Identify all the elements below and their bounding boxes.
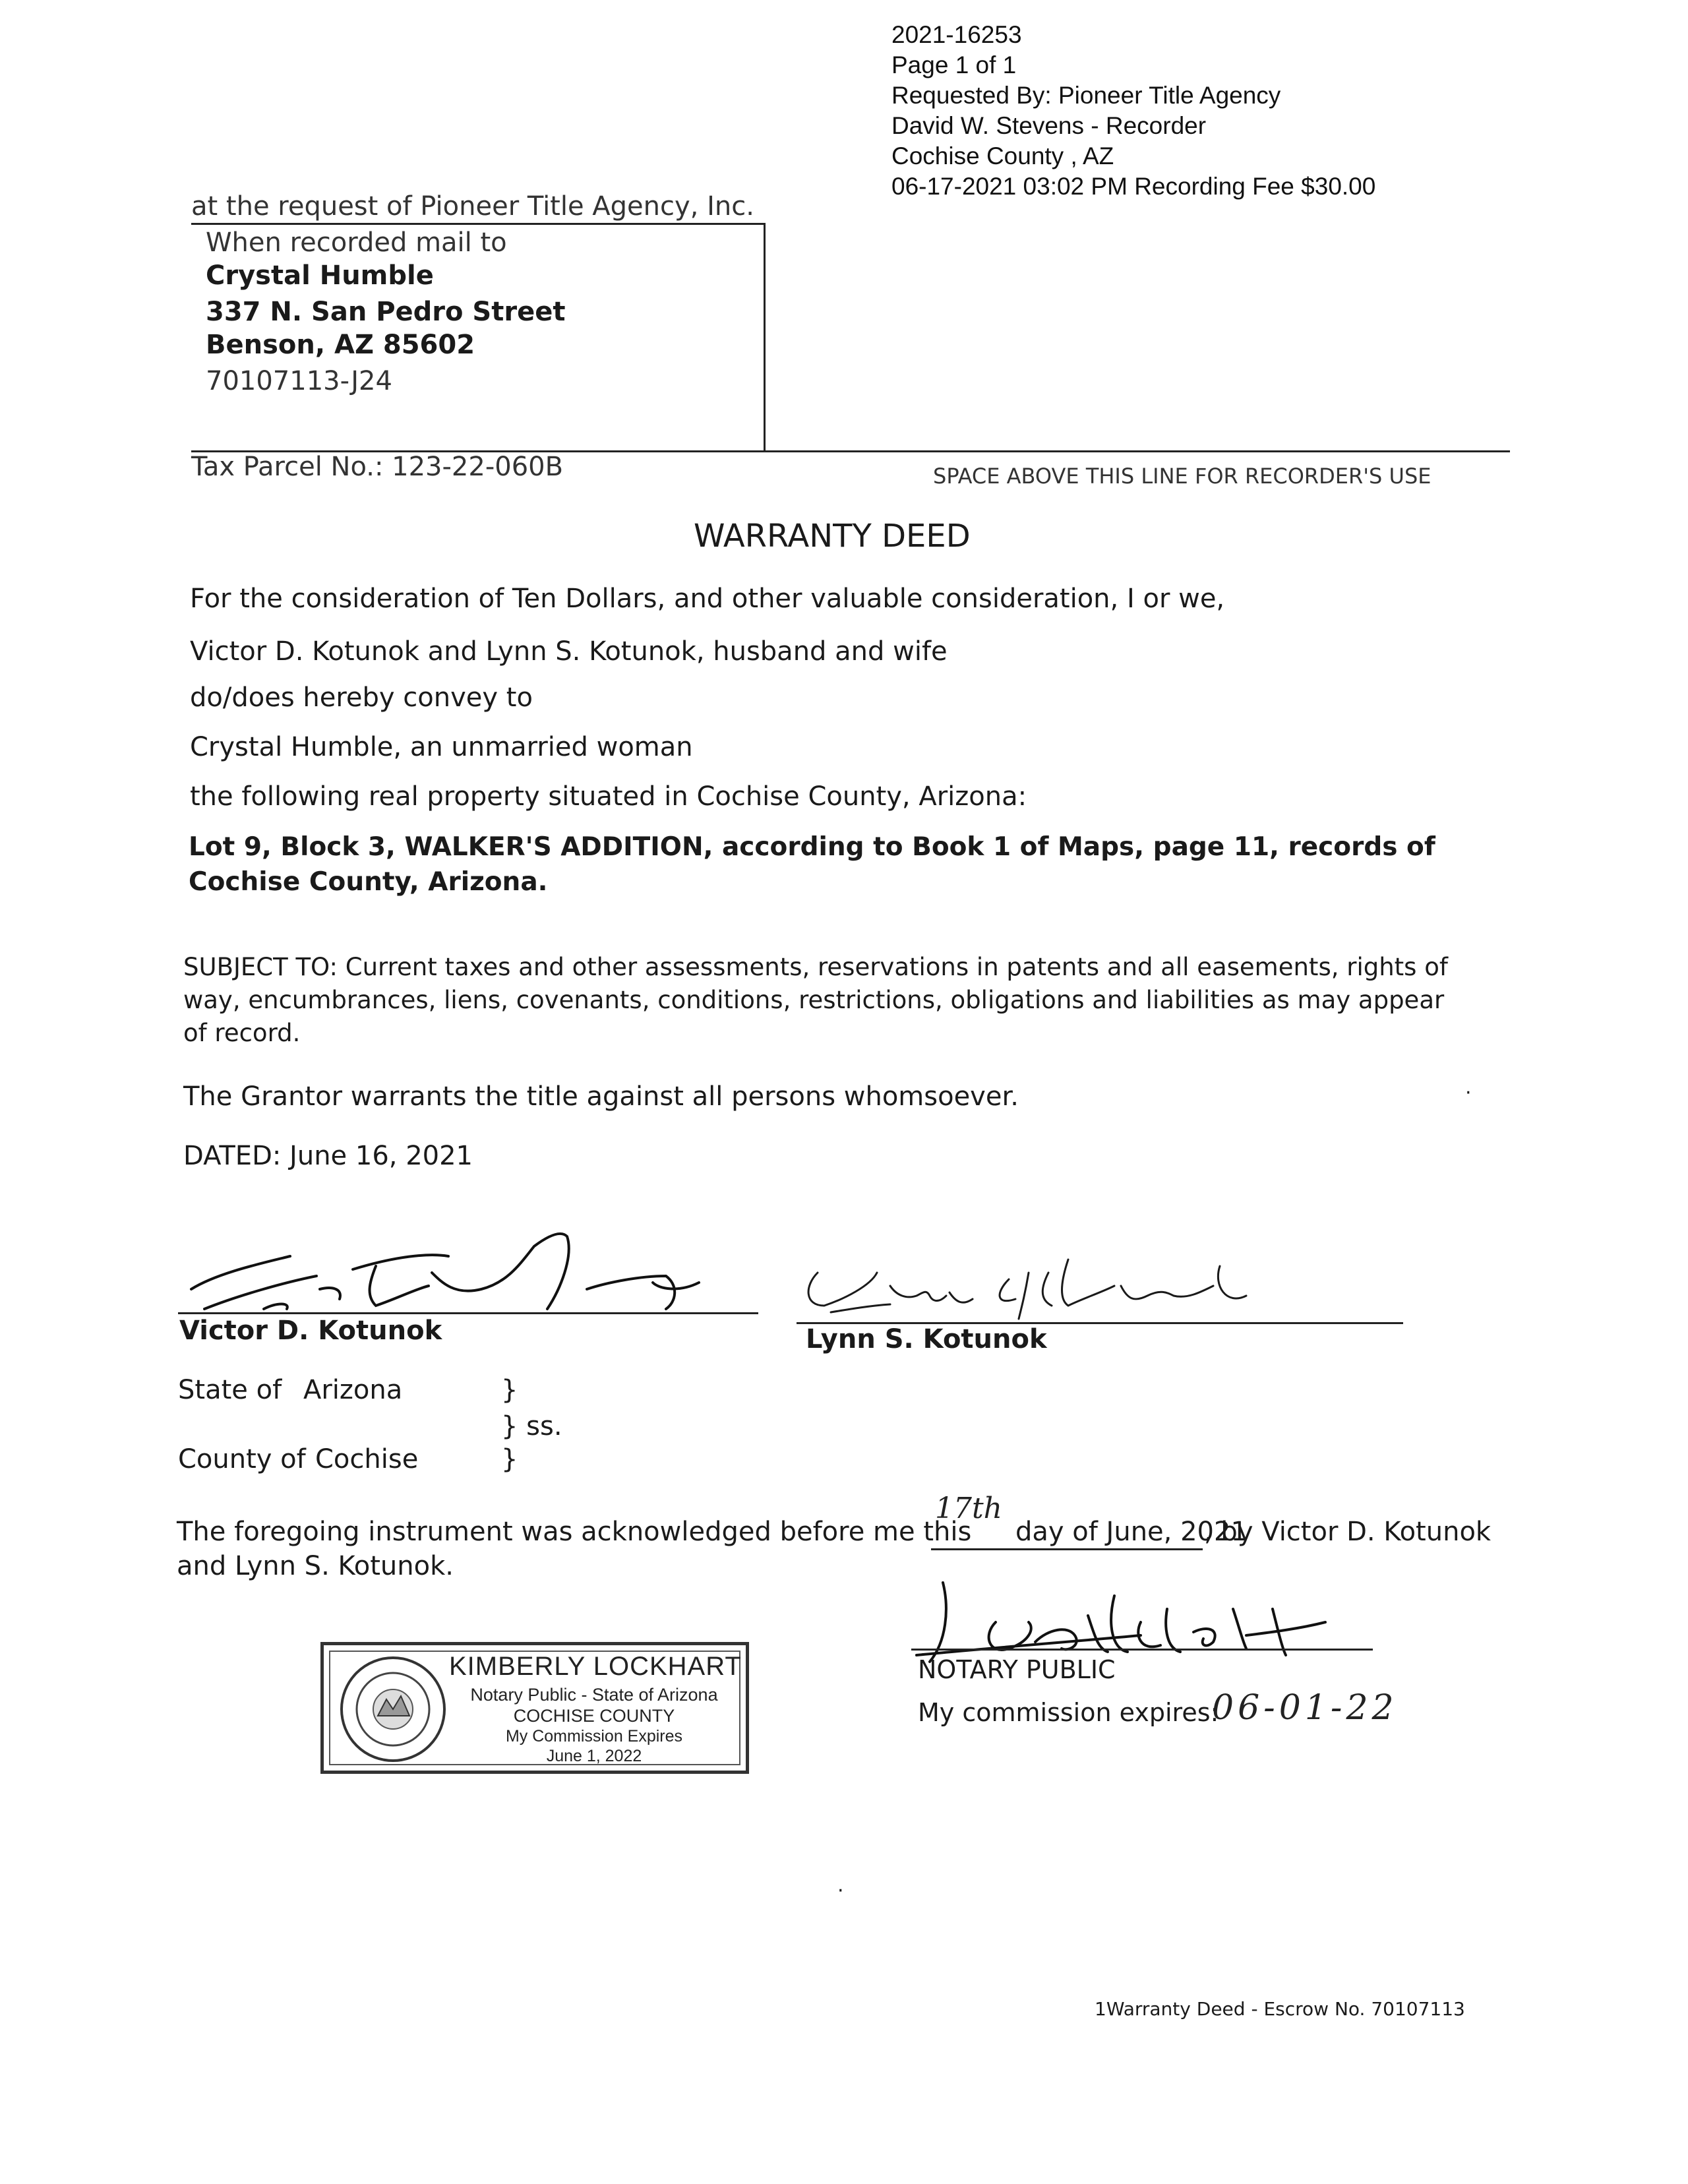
stamp-county: COCHISE COUNTY	[513, 1706, 675, 1726]
document-title: WARRANTY DEED	[694, 518, 971, 555]
mail-to-name: Crystal Humble	[206, 260, 434, 291]
venue-ss: } ss.	[501, 1411, 562, 1441]
acknowledgment-line1-suffix: , by Victor D. Kotunok	[1204, 1517, 1492, 1547]
stamp-notary-name: KIMBERLY LOCKHART	[449, 1652, 742, 1681]
acknowledgment-line2: and Lynn S. Kotunok.	[177, 1551, 454, 1581]
venue-brace-bottom: }	[501, 1444, 518, 1474]
acknowledgment-date: day of June, 2021	[1015, 1517, 1248, 1547]
page-count: Page 1 of 1	[891, 51, 1017, 78]
recorder-county: Cochise County , AZ	[891, 142, 1114, 169]
county-label: County of	[178, 1444, 306, 1474]
recording-timestamp-fee: 06-17-2021 03:02 PM Recording Fee $30.00	[891, 173, 1376, 200]
acknowledgment-line1-prefix: The foregoing instrument was acknowledged before me this	[177, 1517, 972, 1547]
dated-line: DATED: June 16, 2021	[183, 1141, 473, 1171]
recorder-space-note: SPACE ABOVE THIS LINE FOR RECORDER'S USE	[933, 464, 1432, 489]
state-seal-icon	[337, 1653, 449, 1765]
stamp-commission-label: My Commission Expires	[505, 1727, 683, 1745]
grantors: Victor D. Kotunok and Lynn S. Kotunok, husband and wife	[190, 636, 948, 667]
handwritten-day: 17th	[935, 1492, 1003, 1525]
stray-dot-mark: ·	[1465, 1081, 1472, 1105]
convey-clause: do/does hereby convey to	[190, 682, 533, 713]
notary-signature-line	[911, 1649, 1373, 1651]
signer-2-name: Lynn S. Kotunok	[806, 1324, 1047, 1354]
lynn-signature-image	[791, 1233, 1306, 1332]
property-intro: the following real property situated in Cochise County, Arizona:	[190, 781, 1027, 812]
mail-to-escrow-number: 70107113-J24	[206, 366, 392, 396]
warranty-clause: The Grantor warrants the title against all persons whomsoever.	[183, 1081, 1019, 1112]
legal-description-line2: Cochise County, Arizona.	[189, 867, 548, 897]
notary-public-label: NOTARY PUBLIC	[918, 1655, 1116, 1684]
commission-expires-label: My commission expires:	[918, 1698, 1219, 1727]
signer-1-name: Victor D. Kotunok	[179, 1316, 442, 1346]
stray-dot-mark: ·	[837, 1879, 844, 1902]
notary-stamp	[320, 1642, 749, 1774]
mail-box-right-border	[764, 223, 766, 450]
victor-signature-image	[178, 1210, 725, 1329]
requested-by: Requested By: Pioneer Title Agency	[891, 82, 1281, 109]
mail-to-label: When recorded mail to	[206, 228, 507, 258]
document-number: 2021-16253	[891, 21, 1022, 48]
subject-to-line3: of record.	[183, 1019, 301, 1047]
request-underline	[191, 223, 765, 225]
tax-parcel-number: Tax Parcel No.: 123-22-060B	[191, 452, 564, 482]
state-label: State of	[178, 1375, 282, 1405]
mail-to-street: 337 N. San Pedro Street	[206, 297, 566, 327]
subject-to-line2: way, encumbrances, liens, covenants, conditions, restrictions, obligations and liabilities as may appear	[183, 986, 1445, 1014]
subject-to-line1: SUBJECT TO: Current taxes and other assessments, reservations in patents and all easements, rights of	[183, 953, 1448, 981]
county-value: Cochise	[315, 1444, 419, 1474]
request-line: at the request of Pioneer Title Agency, Inc.	[191, 191, 754, 222]
stamp-commission-date: June 1, 2022	[546, 1747, 642, 1765]
recorder-name: David W. Stevens - Recorder	[891, 112, 1207, 139]
grantee: Crystal Humble, an unmarried woman	[190, 732, 693, 762]
footer-escrow-reference: 1Warranty Deed - Escrow No. 70107113	[1095, 1998, 1465, 2020]
day-underline	[931, 1548, 1203, 1550]
signature-line-1	[178, 1312, 758, 1314]
mail-to-city: Benson, AZ 85602	[206, 330, 475, 360]
handwritten-expiration: 06-01-22	[1212, 1688, 1398, 1728]
state-value: Arizona	[303, 1375, 403, 1405]
venue-brace-top: }	[501, 1375, 518, 1405]
stamp-notary-title: Notary Public - State of Arizona	[470, 1685, 718, 1705]
legal-description-line1: Lot 9, Block 3, WALKER'S ADDITION, according to Book 1 of Maps, page 11, records of	[189, 832, 1435, 862]
consideration-clause: For the consideration of Ten Dollars, and other valuable consideration, I or we,	[190, 584, 1225, 614]
